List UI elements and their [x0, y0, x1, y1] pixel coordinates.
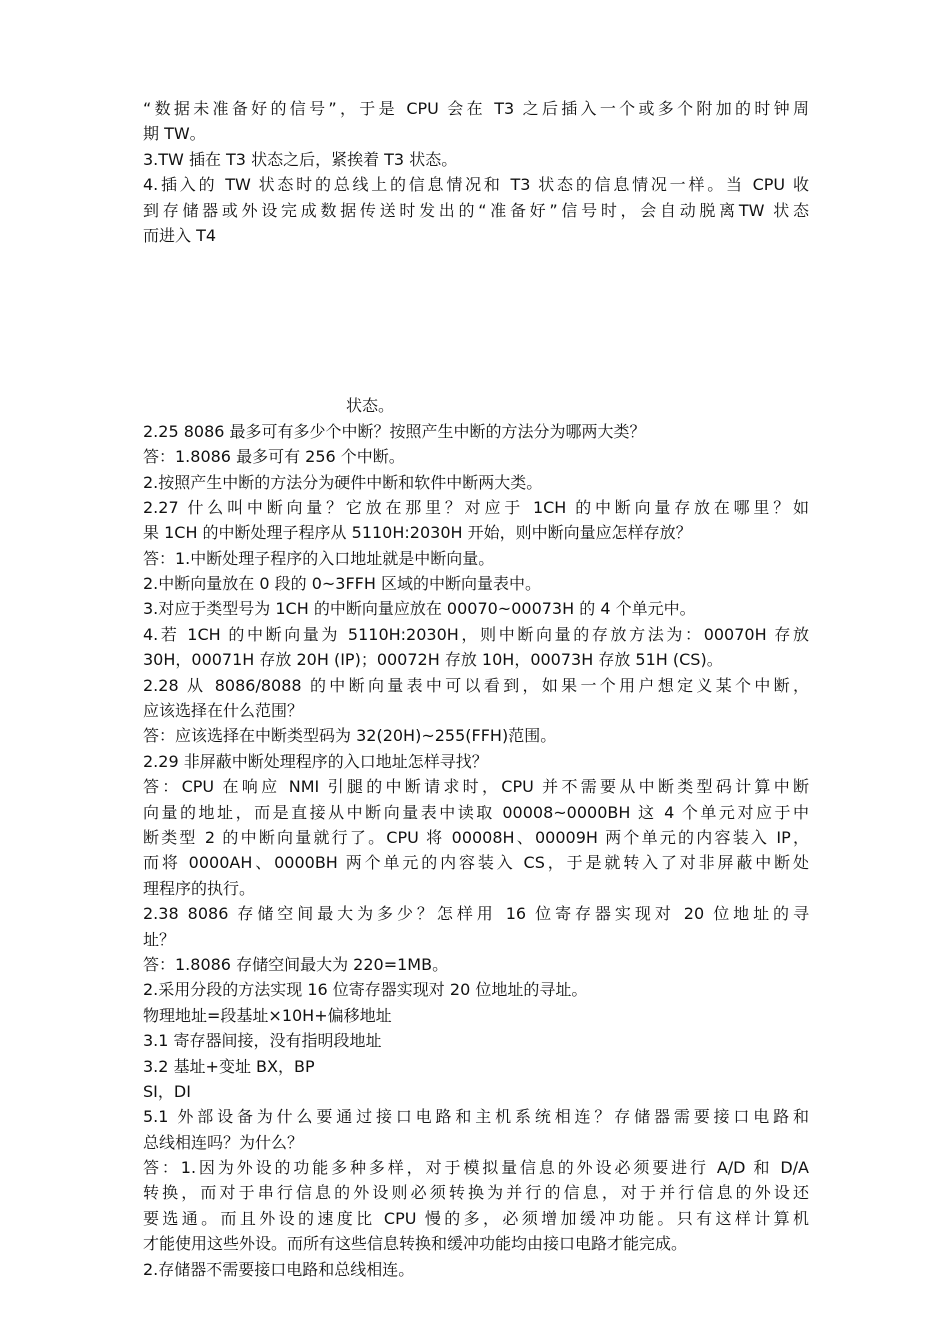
- text-line: 理程序的执行。: [143, 878, 256, 898]
- text-line: 答：1.8086 存储空间最大为 220=1MB。: [143, 954, 449, 974]
- text-line: 2.27 什么叫中断向量？它放在那里？对应于 1CH 的中断向量存放在哪里？如: [143, 497, 809, 517]
- text-line: SI，DI: [143, 1081, 191, 1101]
- text-line: 而将 0000AH、0000BH 两个单元的内容装入 CS，于是就转入了对非屏蔽中断处: [143, 853, 809, 873]
- text-line: 果 1CH 的中断处理子程序从 5110H:2030H 开始，则中断向量应怎样存放？: [143, 523, 692, 543]
- text-line: 2.中断向量放在 0 段的 0~3FFH 区域的中断向量表中。: [143, 574, 541, 594]
- text-line: 2.28 从 8086/8088 的中断向量表中可以看到，如果一个用户想定义某个中断，: [143, 675, 809, 695]
- text-line: 2.按照产生中断的方法分为硬件中断和软件中断两大类。: [143, 472, 543, 492]
- text-line: 向量的地址，而是直接从中断向量表中读取 00008~0000BH 这 4 个单元对应于中: [143, 802, 809, 822]
- text-line: 3.2 基址+变址 BX，BP: [143, 1056, 315, 1076]
- text-line: 答：应该选择在中断类型码为 32(20H)~255(FFH)范围。: [143, 726, 557, 746]
- page-gap: [143, 248, 809, 393]
- text-line: 2.25 8086 最多可有多少个中断？按照产生中断的方法分为哪两大类？: [143, 421, 646, 441]
- document-body: [143, 96, 809, 1282]
- text-line: 址？: [143, 929, 176, 949]
- text-line: 3.TW 插在 T3 状态之后，紧挨着 T3 状态。: [143, 149, 458, 169]
- text-line: 状态。: [346, 396, 395, 416]
- text-line: 才能使用这些外设。而所有这些信息转换和缓冲功能均由接口电路才能完成。: [143, 1234, 688, 1254]
- text-line: 答：1.8086 最多可有 256 个中断。: [143, 447, 405, 467]
- text-line: 5.1 外部设备为什么要通过接口电路和主机系统相连？存储器需要接口电路和: [143, 1107, 809, 1127]
- text-line: 应该选择在什么范围？: [143, 701, 304, 721]
- text-line: 要选通。而且外设的速度比 CPU 慢的多，必须增加缓冲功能。只有这样计算机: [143, 1208, 809, 1228]
- text-line: 物理地址=段基址×10H+偏移地址: [143, 1005, 392, 1025]
- text-line: “数据未准备好的信号”，于是 CPU 会在 T3 之后插入一个或多个附加的时钟周: [143, 99, 809, 118]
- text-line: 2.38 8086 存储空间最大为多少？怎样用 16 位寄存器实现对 20 位地址的寻: [143, 904, 809, 924]
- text-line: 3.对应于类型号为 1CH 的中断向量应放在 00070~00073H 的 4 个单元中。: [143, 599, 696, 619]
- text-line: 而进入 T4: [143, 225, 217, 245]
- text-line: 断类型 2 的中断向量就行了。CPU 将 00008H、00009H 两个单元的内容装入 IP，: [143, 827, 809, 847]
- text-line: 到存储器或外设完成数据传送时发出的“准备好”信号时，会自动脱离TW 状态: [143, 200, 809, 220]
- text-line: 4.若 1CH 的中断向量为 5110H:2030H，则中断向量的存放方法为：00070H 存放: [143, 624, 809, 644]
- text-line: 4.插入的 TW 状态时的总线上的信息情况和 T3 状态的信息情况一样。当 CPU 收: [143, 175, 809, 195]
- text-line: 答：1.中断处理子程序的入口地址就是中断向量。: [143, 548, 495, 568]
- text-line: 3.1 寄存器间接，没有指明段地址: [143, 1031, 382, 1051]
- text-line: 2.29 非屏蔽中断处理程序的入口地址怎样寻找？: [143, 751, 488, 771]
- text-line: 转换，而对于串行信息的外设则必须转换为并行的信息，对于并行信息的外设还: [143, 1183, 809, 1203]
- text-line: 答：1.因为外设的功能多种多样，对于模拟量信息的外设必须要进行 A/D 和 D/A: [143, 1158, 809, 1178]
- text-line: 答：CPU 在响应 NMI 引腿的中断请求时，CPU 并不需要从中断类型码计算中断: [143, 777, 809, 797]
- text-line: 总线相连吗？为什么？: [143, 1132, 304, 1152]
- text-line: 30H，00071H 存放 20H (IP)；00072H 存放 10H，00073H 存放 51H (CS)。: [143, 650, 723, 670]
- text-line: 期 TW。: [143, 124, 206, 144]
- text-line: 2.存储器不需要接口电路和总线相连。: [143, 1259, 415, 1279]
- text-line: 2.采用分段的方法实现 16 位寄存器实现对 20 位地址的寻址。: [143, 980, 588, 1000]
